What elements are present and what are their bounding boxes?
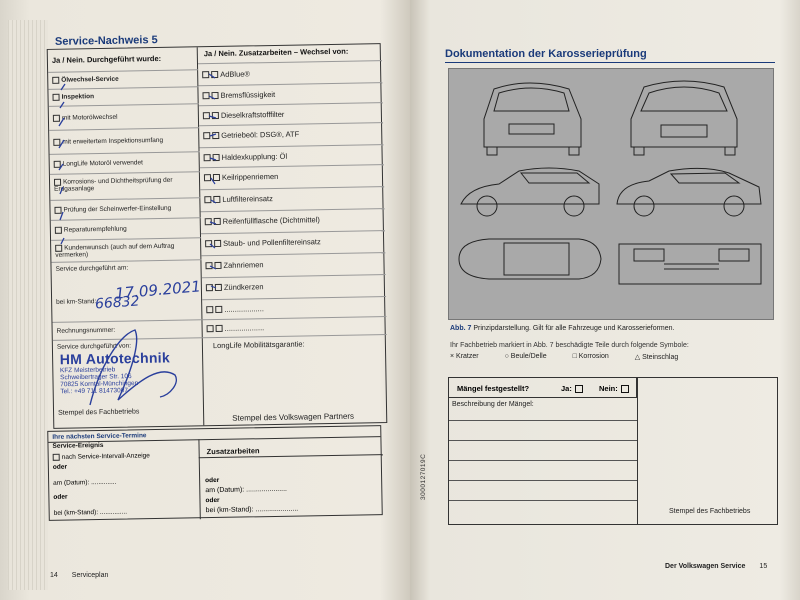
handwritten-date: 17.09.2021 (114, 277, 202, 303)
item-extended-inspection: mit erweitertem Inspektionsumfang (62, 136, 164, 146)
next-item-km: bei (km-Stand): ............... (53, 508, 128, 517)
right-footer (665, 563, 767, 570)
right-footer-text: Der Volkswagen Service (665, 563, 746, 570)
right-column-header: Ja / Nein. Zusatzarbeiten – Wechsel von: (203, 46, 349, 59)
left-column-header: Ja / Nein. Durchgeführt wurde: (51, 53, 162, 65)
item-air-filter: Luftfiltereinsatz (222, 194, 273, 204)
yes-checkbox[interactable] (575, 385, 583, 393)
stamp-line: 70825 Korntal-Münchingen (60, 379, 139, 389)
item-belt: Keilrippenriemen (221, 171, 279, 182)
next-right-km: bei (km-Stand): ...................... (205, 505, 299, 515)
stamp-partner-label: Stempel des Volkswagen Partners (232, 411, 355, 423)
defects-form (448, 377, 778, 525)
item-brake-fluid: Bremsflüssigkeit (220, 89, 276, 100)
next-service-form (47, 425, 383, 521)
checkbox[interactable] (206, 306, 213, 313)
item-oil-change: mit Motorölwechsel (61, 113, 118, 122)
item-spark-plugs: Zündkerzen (223, 282, 264, 292)
figure-caption-text: Prinzipdarstellung. Gilt für alle Fahrzeuge und Karosserieformen. (473, 325, 675, 332)
item-haldex: Haldexkupplung: Öl (221, 151, 288, 162)
item-adblue: AdBlue® (220, 69, 250, 79)
service-by-label: Service durchgeführt von: (56, 342, 132, 351)
stamp-line: Tel.: +49 711 81473007 (60, 387, 129, 396)
stamp-fachbetrieb-right: Stempel des Fachbetriebs (669, 508, 751, 515)
legend-dent: ○ Beule/Delle (504, 353, 547, 360)
next-right-date: am (Datum): ..................... (205, 485, 288, 495)
description-label: Beschreibung der Mängel: (452, 401, 534, 408)
next-col-left-header: Service-Ereignis (52, 441, 104, 450)
next-col-right-header: Zusatzarbeiten (206, 446, 260, 457)
legend-stonechip: △ Steinschlag (634, 354, 679, 361)
instruction-text: Ihr Fachbetrieb markiert in Abb. 7 beschädigte Teile durch folgende Symbole: (450, 342, 689, 349)
stamp-line: Schweibertrager Str. 106 (60, 373, 132, 382)
item-inspection: Inspektion (61, 93, 95, 101)
next-item: nach Service-Intervall-Anzeige (61, 452, 150, 461)
workshop-stamp (60, 349, 211, 396)
service-date-label: Service durchgeführt am: (55, 264, 129, 273)
right-page-title: Dokumentation der Karosserieprüfung (445, 48, 647, 60)
left-footer-text: Serviceplan (71, 572, 109, 579)
checkbox[interactable] (53, 454, 60, 461)
document-code: 3000127019C (420, 453, 427, 500)
next-service-header: Ihre nächsten Service-Termine (52, 432, 147, 441)
next-right-or: oder (205, 476, 220, 485)
defects-label: Mängel festgestellt? (457, 384, 530, 393)
next-item-date: am (Datum): .............. (53, 478, 117, 487)
damage-legend (450, 353, 770, 361)
handwritten-no-marks (205, 66, 225, 296)
stamp-line: KFZ Meisterbetrieb (59, 366, 116, 375)
checkbox[interactable] (215, 306, 222, 313)
invoice-label: Rechnungsnummer: (56, 326, 116, 335)
item-blank-1: ................... (224, 304, 264, 314)
item-customer-request: Kundenwunsch (auch auf dem Auftrag vermerken) (55, 242, 175, 260)
no-checkbox[interactable] (621, 385, 629, 393)
page-stack-edge (8, 20, 48, 590)
checkbox[interactable] (216, 325, 223, 332)
item-timing-belt: Zahnriemen (223, 260, 264, 270)
longlife-label: LongLife Mobilitätsgarantie: (212, 339, 305, 351)
checkbox[interactable] (207, 325, 214, 332)
item-oil-service: Ölwechsel-Service (61, 75, 119, 84)
item-longlife-oil: LongLife Motoröl verwendet (62, 159, 143, 168)
car-outlines-icon (449, 69, 775, 321)
next-item-or: oder (52, 463, 68, 471)
next-item-or: oder (53, 493, 68, 501)
stamp-fachbetrieb-label: Stempel des Fachbetriebs (58, 408, 140, 417)
yes-label: Ja: (561, 384, 572, 393)
legend-corrosion: □ Korrosion (572, 353, 609, 360)
left-page-number: 14 (50, 572, 58, 579)
no-label: Nein: (599, 384, 618, 393)
item-headlight: Prüfung der Scheinwerfer-Einstellung (63, 204, 172, 214)
item-tire-sealant: Reifenfüllflasche (Dichtmittel) (222, 215, 320, 226)
handwritten-checkmarks (55, 80, 85, 280)
left-footer (50, 572, 108, 579)
figure-label: Abb. 7 (450, 325, 472, 332)
item-diesel-filter: Dieselkraftstofffilter (220, 109, 285, 120)
km-label: bei km-Stand: (56, 298, 97, 306)
right-page-number: 15 (759, 563, 768, 570)
item-pollen-filter: Staub- und Pollenfiltereinsatz (223, 237, 321, 248)
stamp-name: HM Autotechnik (59, 349, 171, 368)
item-repair-recommendation: Reparaturempfehlung (63, 225, 127, 234)
handwritten-km: 66832 (94, 293, 141, 313)
title-rule (445, 62, 775, 63)
next-right-or: oder (205, 496, 220, 505)
car-diagram (448, 68, 774, 320)
defects-question-row (449, 378, 637, 398)
item-gear-oil: Getriebeöl: DSG®, ATF (221, 129, 300, 140)
item-blank-2: ................... (224, 323, 265, 333)
item-gas-check: Korrosions- und Dichtheitsprüfung der Erdgasanlage (54, 176, 173, 194)
figure-caption (450, 325, 675, 332)
left-page-title: Service-Nachweis 5 (54, 34, 158, 48)
legend-scratch: × Kratzer (450, 353, 479, 360)
